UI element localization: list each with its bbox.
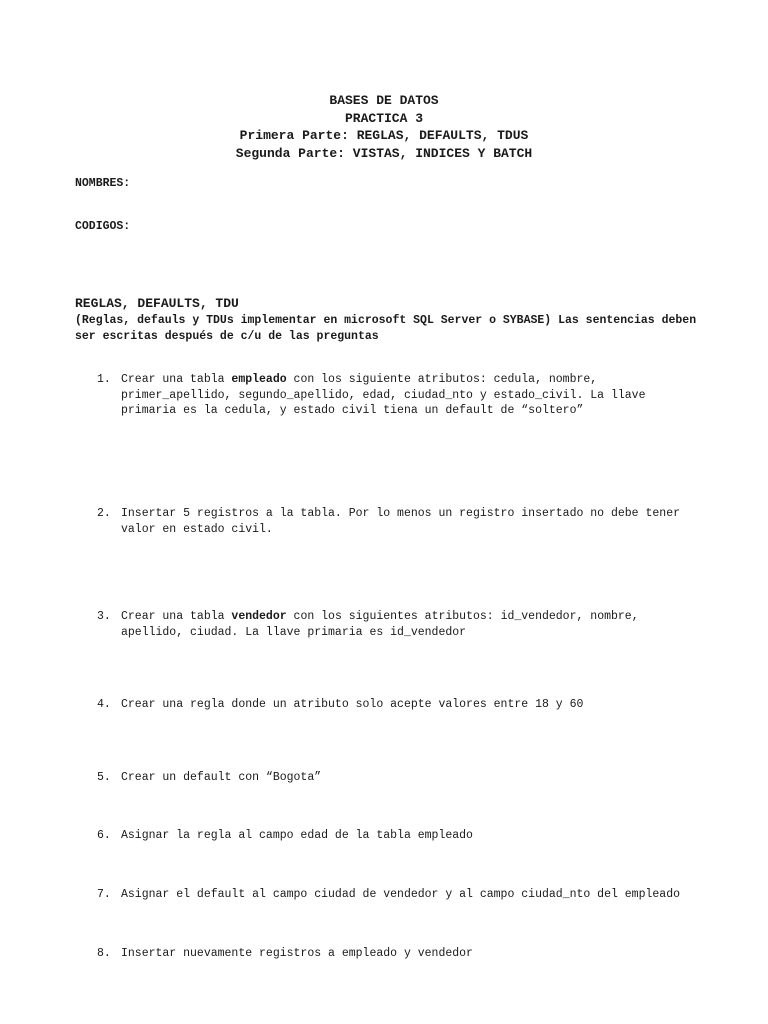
- item-number: 7.: [97, 888, 111, 901]
- part-two-title: Segunda Parte: VISTAS, INDICES Y BATCH: [235, 145, 533, 161]
- item-text: Asignar el default al campo ciudad de vendedor y al campo ciudad_nto del empleado: [121, 888, 680, 901]
- item-number: 5.: [97, 771, 111, 784]
- list-item: [97, 887, 697, 903]
- part-one-title: Primera Parte: REGLAS, DEFAULTS, TDUS: [239, 128, 529, 143]
- item-text: Crear un default con “Bogota”: [121, 771, 322, 784]
- item-number: 1.: [97, 373, 111, 386]
- codigos-label: CODIGOS:: [75, 220, 131, 233]
- item-number: 3.: [97, 610, 111, 623]
- item-text: Crear una tabla vendedor con los siguientes atributos: id_vendedor, nombre, apellido, ciudad. La llave primaria es id_vendedor: [121, 610, 639, 639]
- item-text: Insertar nuevamente registros a empleado y vendedor: [121, 947, 473, 960]
- item-text: Crear una tabla empleado con los siguiente atributos: cedula, nombre, primer_apellido, segundo_apellido, edad, ciudad_nto y estado_civil. La llave primaria es la cedula, y estado civil tiena un default de “soltero”: [121, 373, 646, 417]
- item-text: Crear una regla donde un atributo solo acepte valores entre 18 y 60: [121, 698, 584, 711]
- section-description: (Reglas, defauls y TDUs implementar en microsoft SQL Server o SYBASE) Las sentencias deben ser escritas después de c/u de las preguntas: [75, 314, 697, 343]
- list-item: [97, 609, 697, 640]
- practice-title: PRACTICA 3: [344, 110, 423, 126]
- list-item: [97, 828, 697, 844]
- list-item: [97, 506, 697, 537]
- list-item: [97, 770, 697, 786]
- nombres-label: NOMBRES:: [75, 177, 131, 190]
- document-header: [0, 92, 768, 162]
- section-title: REGLAS, DEFAULTS, TDU: [75, 296, 239, 311]
- course-title: BASES DE DATOS: [329, 93, 439, 108]
- item-number: 2.: [97, 507, 111, 520]
- item-number: 8.: [97, 947, 111, 960]
- list-item: [97, 372, 697, 419]
- list-item: [97, 697, 697, 713]
- item-number: 6.: [97, 829, 111, 842]
- item-text: Insertar 5 registros a la tabla. Por lo menos un registro insertado no debe tener valor en estado civil.: [121, 507, 680, 536]
- list-item: [97, 946, 697, 962]
- item-text: Asignar la regla al campo edad de la tabla empleado: [121, 829, 473, 842]
- item-number: 4.: [97, 698, 111, 711]
